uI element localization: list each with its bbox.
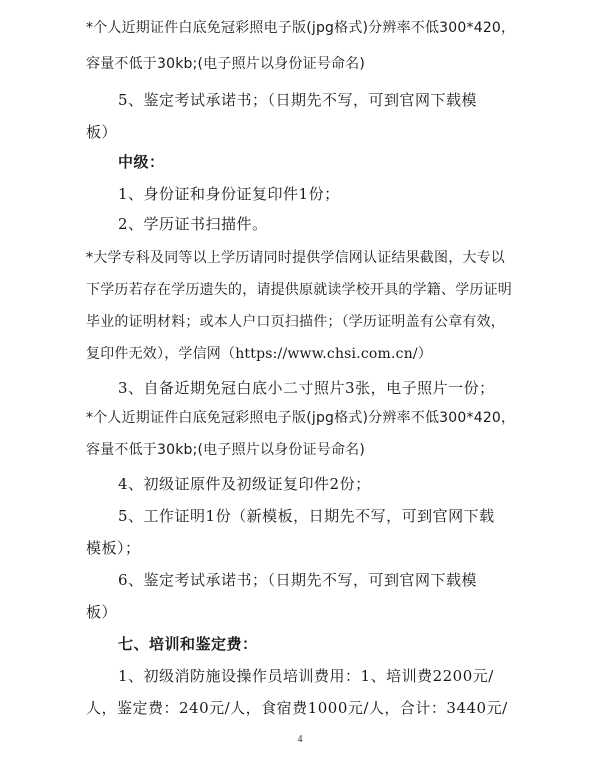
fee-line-2: 人，鉴定费：240元/人，食宿费1000元/人，合计：3440元/ [86,699,508,717]
education-note-line-4: 复印件无效），学信网（https://www.chsi.com.cn/） [86,346,433,362]
section-7-heading: 七、培训和鉴定费： [118,635,258,653]
photo-requirement-line-3: *个人近期证件白底免冠彩照电子版(jpg格式)分辨率不低300*420， [86,410,516,426]
item-5-work-proof-line-1: 5、工作证明1份（新模板，日期先不写，可到官网下载 [118,507,495,525]
item-2-diploma-scan: 2、学历证书扫描件。 [118,215,268,233]
photo-requirement-line-2: 容量不低于30kb;(电子照片以身份证号命名) [86,56,366,72]
item-6-commitment-line-2: 板） [86,603,118,621]
item-6-commitment-line-1: 6、鉴定考试承诺书；（日期先不写，可到官网下载模 [118,571,478,589]
education-note-line-2: 下学历若存在学历遗失的，请提供原就读学校开具的学籍、学历证明 [86,282,512,298]
education-note-line-3: 毕业的证明材料；或本人户口页扫描件；（学历证明盖有公章有效， [86,314,505,330]
item-5-commitment-line-1: 5、鉴定考试承诺书；（日期先不写，可到官网下载模 [118,91,478,109]
education-note-line-1: *大学专科及同等以上学历请同时提供学信网认证结果截图，大专以 [86,250,505,266]
item-5-commitment-line-2: 板） [86,123,118,141]
item-1-id-card: 1、身份证和身份证复印件1份； [118,185,340,203]
item-5-work-proof-line-2: 模板）； [86,539,141,557]
page-number: 4 [297,734,303,745]
item-4-junior-certificate: 4、初级证原件及初级证复印件2份； [118,475,371,493]
fee-line-1: 1、初级消防施设操作员培训费用：1、培训费2200元/ [118,667,494,685]
section-intermediate-heading: 中级： [118,153,165,171]
photo-requirement-line-4: 容量不低于30kb;(电子照片以身份证号命名) [86,442,366,458]
item-3-photos: 3、自备近期免冠白底小二寸照片3张，电子照片一份； [118,379,495,397]
photo-requirement-line-1: *个人近期证件白底免冠彩照电子版(jpg格式)分辨率不低300*420， [86,20,516,36]
